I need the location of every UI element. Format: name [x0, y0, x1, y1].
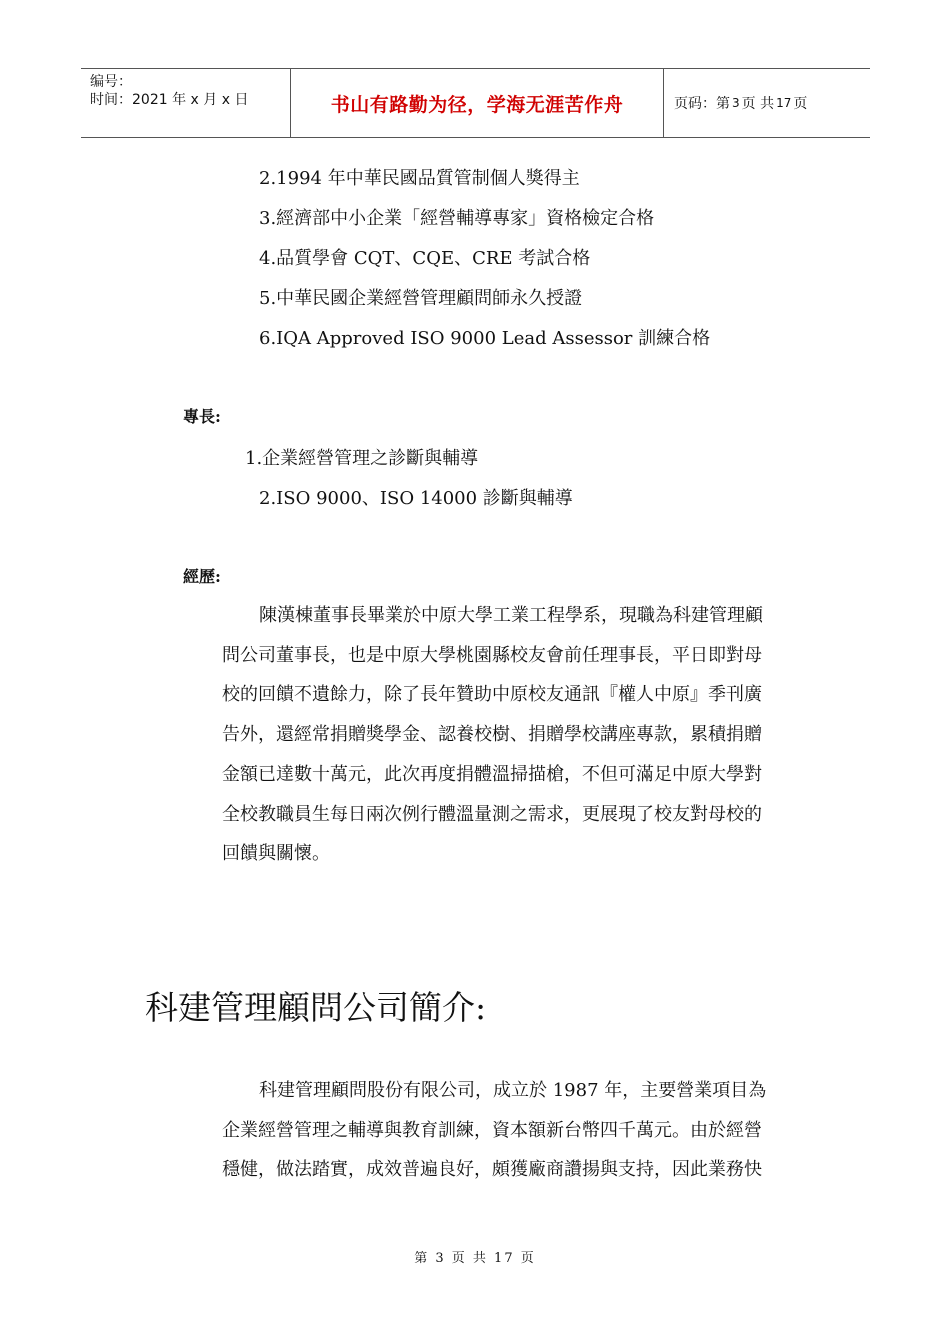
company-line: 科建管理顧問股份有限公司，成立於 1987 年，主要營業項目為 [259, 1080, 767, 1101]
certification-item: 6.IQA Approved ISO 9000 Lead Assessor 訓練合格 [259, 328, 711, 349]
specialty-item: 2.ISO 9000、ISO 14000 診斷與輔導 [259, 488, 573, 509]
certification-item: 4.品質學會 CQT、CQE、CRE 考試合格 [259, 248, 591, 269]
certification-item: 3.經濟部中小企業「經營輔導專家」資格檢定合格 [259, 208, 655, 229]
page-prefix: 页码：第 [674, 96, 730, 112]
experience-line: 金額已達數十萬元，此次再度捐體溫掃描槍，不但可滿足中原大學對 [222, 763, 762, 785]
certification-item: 2.1994 年中華民國品質管制個人獎得主 [259, 168, 580, 189]
experience-paragraph [222, 596, 798, 874]
header-meta [81, 69, 291, 137]
experience-line: 校的回饋不遺餘力，除了長年贊助中原校友通訊『權人中原』季刊廣 [222, 684, 762, 706]
experience-heading: 經歷: [183, 567, 221, 586]
experience-line: 告外，還經常捐贈獎學金、認養校樹、捐贈學校講座專款，累積捐贈 [222, 724, 762, 746]
company-paragraph [222, 1071, 798, 1190]
company-line: 穩健，做法踏實，成效普遍良好，頗獲廠商讚揚與支持，因此業務快 [222, 1159, 762, 1181]
company-section-title: 科建管理顧問公司簡介: [145, 988, 487, 1027]
page-mid: 页 共 [741, 96, 775, 112]
specialty-heading: 專長: [183, 407, 221, 426]
page-total: 17 [776, 96, 792, 110]
experience-line: 陳漢棟董事長畢業於中原大學工業工程學系，現職為科建管理顧 [259, 605, 763, 626]
page-header [81, 68, 870, 138]
experience-line: 回饋與關懷。 [222, 843, 330, 865]
header-page-info [664, 69, 870, 137]
certification-item: 5.中華民國企業經營管理顧問師永久授證 [259, 288, 583, 309]
experience-line: 全校教職員生每日兩次例行體溫量測之需求，更展現了校友對母校的 [222, 803, 762, 825]
experience-line: 問公司董事長，也是中原大學桃園縣校友會前任理事長，平日即對母 [222, 644, 762, 666]
page-footer: 第 3 页 共 17 页 [414, 1251, 536, 1266]
page-suffix: 页 [793, 96, 808, 112]
document-date: 时间：2021 年 x 月 x 日 [90, 92, 249, 108]
page-current: 3 [732, 96, 740, 110]
header-motto-cell [291, 69, 664, 137]
header-motto: 书山有路勤为径，学海无涯苦作舟 [330, 93, 624, 116]
document-number-label: 编号： [90, 74, 132, 90]
company-line: 企業經營管理之輔導與教育訓練，資本額新台幣四千萬元。由於經營 [222, 1119, 762, 1141]
specialty-item: 1.企業經營管理之診斷與輔導 [245, 448, 479, 469]
